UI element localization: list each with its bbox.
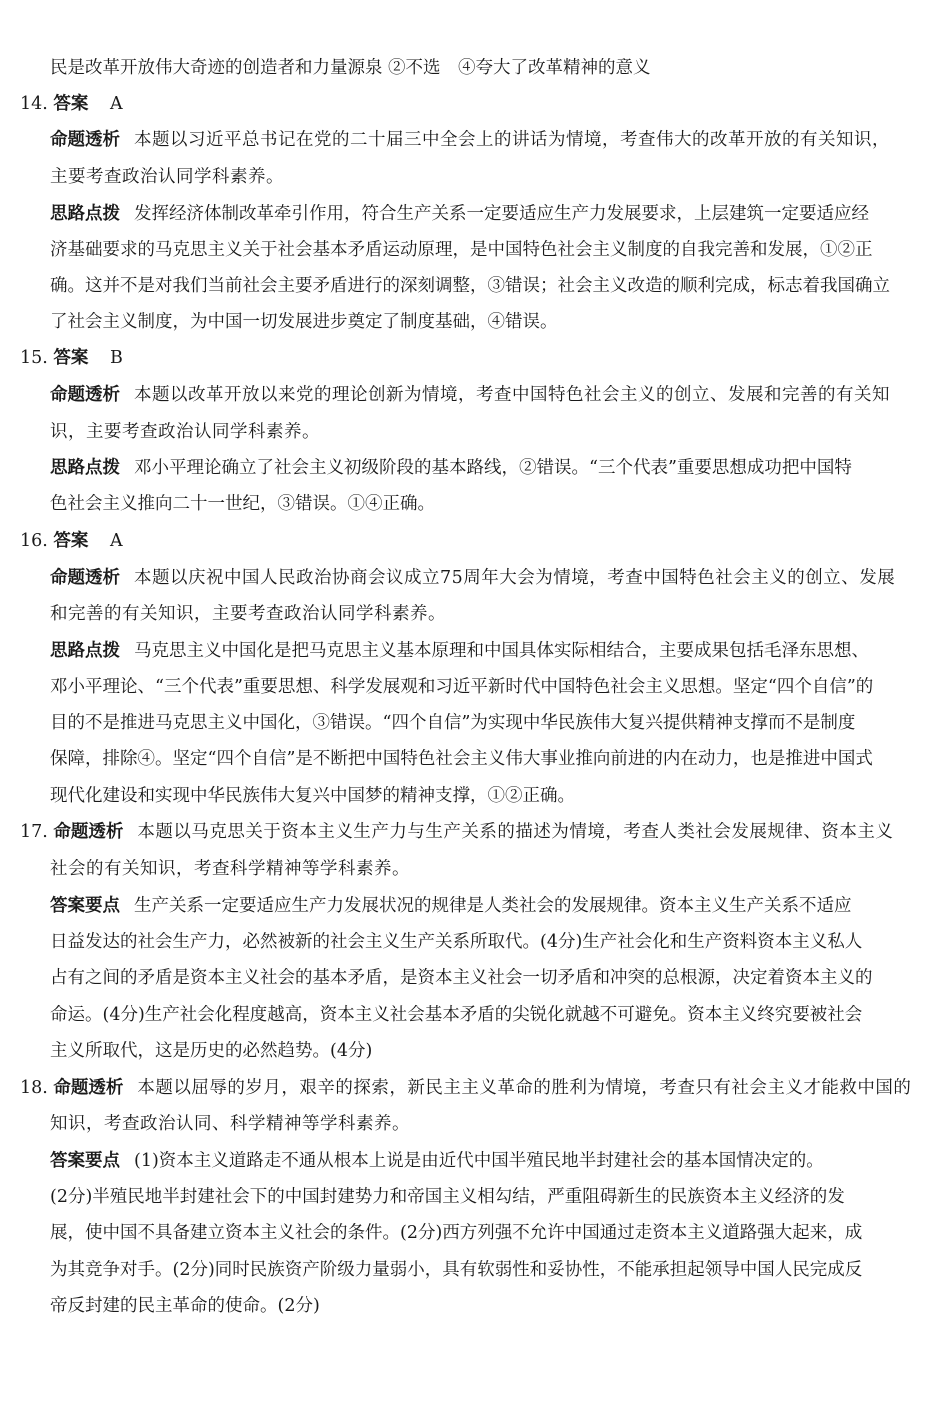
q16-answer-value: A bbox=[110, 531, 123, 551]
q18-points-line-1 bbox=[50, 1149, 930, 1173]
q15-number: 15. bbox=[20, 348, 48, 368]
q15-hint-text-1: 邓小平理论确立了社会主义初级阶段的基本路线，②错误。“三个代表”重要思想成功把中国特 bbox=[134, 458, 852, 478]
q14-number: 14. bbox=[20, 94, 48, 114]
q15-intro-line-1 bbox=[50, 383, 930, 407]
q16-hint-line-2: 邓小平理论、“三个代表”重要思想、科学发展观和习近平新时代中国特色社会主义思想。坚定“四个自信”的 bbox=[50, 677, 874, 697]
q15-intro-line-2: 识，主要考查政治认同学科素养。 bbox=[50, 422, 320, 442]
q16-answer-label: 答案 bbox=[53, 531, 89, 551]
q17-intro-line-1 bbox=[20, 820, 930, 844]
q17-points-line-2: 日益发达的社会生产力，必然被新的社会主义生产关系所取代。(4分)生产社会化和生产资料资本主义私人 bbox=[50, 932, 863, 952]
q18-points-line-4: 为其竞争对手。(2分)同时民族资产阶级力量弱小，具有软弱性和妥协性，不能承担起领导中国人民完成反 bbox=[50, 1260, 863, 1280]
q16-intro-label: 命题透析 bbox=[50, 568, 120, 588]
q16-answer-line bbox=[20, 529, 930, 553]
q16-hint-text-1: 马克思主义中国化是把马克思主义基本原理和中国具体实际相结合，主要成果包括毛泽东思想、 bbox=[134, 641, 869, 661]
q18-intro-line-1 bbox=[20, 1076, 930, 1100]
q14-answer-line bbox=[20, 92, 930, 116]
q18-intro-line-2: 知识，考查政治认同、科学精神等学科素养。 bbox=[50, 1114, 410, 1134]
q16-intro-line-1 bbox=[50, 566, 930, 590]
q16-intro-line-2: 和完善的有关知识，主要考查政治认同学科素养。 bbox=[50, 604, 446, 624]
q14-hint-line-2: 济基础要求的马克思主义关于社会基本矛盾运动原理，是中国特色社会主义制度的自我完善和发展，①②正 bbox=[50, 240, 873, 260]
q15-intro-label: 命题透析 bbox=[50, 385, 120, 405]
q14-hint-line-3: 确。这并不是对我们当前社会主要矛盾进行的深刻调整，③错误；社会主义改造的顺利完成，标志着我国确立 bbox=[50, 276, 890, 296]
q14-intro-line-2: 主要考查政治认同学科素养。 bbox=[50, 167, 284, 187]
q14-hint-line-4: 了社会主义制度，为中国一切发展进步奠定了制度基础，④错误。 bbox=[50, 312, 558, 332]
q18-points-line-5: 帝反封建的民主革命的使命。(2分) bbox=[50, 1296, 320, 1316]
q15-answer-line bbox=[20, 346, 930, 370]
q16-hint-line-3: 目的不是推进马克思主义中国化，③错误。“四个自信”为实现中华民族伟大复兴提供精神支撑而不是制度 bbox=[50, 713, 856, 733]
q17-points-label: 答案要点 bbox=[50, 896, 120, 916]
q16-number: 16. bbox=[20, 531, 48, 551]
q15-hint-line-2: 色社会主义推向二十一世纪，③错误。①④正确。 bbox=[50, 494, 435, 514]
q18-points-text-1: (1)资本主义道路走不通从根本上说是由近代中国半殖民地半封建社会的基本国情决定的。 bbox=[134, 1151, 824, 1171]
q17-points-line-5: 主义所取代，这是历史的必然趋势。(4分) bbox=[50, 1041, 373, 1061]
q17-points-text-1: 生产关系一定要适应生产力发展状况的规律是人类社会的发展规律。资本主义生产关系不适应 bbox=[134, 896, 852, 916]
q14-intro-text-1: 本题以习近平总书记在党的二十届三中全会上的讲话为情境，考查伟大的改革开放的有关知识， bbox=[134, 130, 890, 150]
q18-points-line-2: (2分)半殖民地半封建社会下的中国封建势力和帝国主义相勾结，严重阻碍新生的民族资本主义经济的发 bbox=[50, 1187, 845, 1207]
q18-points-line-3: 展，使中国不具备建立资本主义社会的条件。(2分)西方列强不允许中国通过走资本主义道路强大起来，成 bbox=[50, 1223, 863, 1243]
q15-hint-line-1 bbox=[50, 456, 930, 480]
q17-points-line-1 bbox=[50, 894, 930, 918]
q15-hint-label: 思路点拨 bbox=[50, 458, 120, 478]
top-continuation-line: 民是改革开放伟大奇迹的创造者和力量源泉 ②不选 ④夸大了改革精神的意义 bbox=[50, 58, 651, 78]
q18-points-label: 答案要点 bbox=[50, 1151, 120, 1171]
q17-intro-line-2: 社会的有关知识，考查科学精神等学科素养。 bbox=[50, 859, 410, 879]
q16-hint-line-4: 保障，排除④。坚定“四个自信”是不断把中国特色社会主义伟大事业推向前进的内在动力，也是推进中国式 bbox=[50, 749, 873, 769]
q14-hint-label: 思路点拨 bbox=[50, 204, 120, 224]
q16-hint-line-5: 现代化建设和实现中华民族伟大复兴中国梦的精神支撑，①②正确。 bbox=[50, 786, 575, 806]
q14-intro-line-1 bbox=[50, 128, 930, 152]
q16-intro-text-1: 本题以庆祝中国人民政治协商会议成立75周年大会为情境，考查中国特色社会主义的创立、发展 bbox=[134, 568, 896, 588]
q14-intro-label: 命题透析 bbox=[50, 130, 120, 150]
q16-hint-line-1 bbox=[50, 639, 930, 663]
q18-intro-text-1: 本题以屈辱的岁月，艰辛的探索，新民主主义革命的胜利为情境，考查只有社会主义才能救中国的 bbox=[137, 1078, 912, 1098]
q14-answer-value: A bbox=[110, 94, 123, 114]
q15-answer-value: B bbox=[110, 348, 123, 368]
q18-number: 18. bbox=[20, 1078, 48, 1098]
q17-points-line-3: 占有之间的矛盾是资本主义社会的基本矛盾，是资本主义社会一切矛盾和冲突的总根源，决定着资本主义的 bbox=[50, 968, 873, 988]
q16-hint-label: 思路点拨 bbox=[50, 641, 120, 661]
q17-intro-label: 命题透析 bbox=[53, 822, 124, 842]
q14-answer-label: 答案 bbox=[53, 94, 89, 114]
q17-number: 17. bbox=[20, 822, 48, 842]
q18-intro-label: 命题透析 bbox=[53, 1078, 124, 1098]
q15-answer-label: 答案 bbox=[53, 348, 89, 368]
q17-intro-text-1: 本题以马克思关于资本主义生产力与生产关系的描述为情境，考查人类社会发展规律、资本主义 bbox=[137, 822, 894, 842]
q14-hint-line-1 bbox=[50, 202, 930, 226]
q14-hint-text-1: 发挥经济体制改革牵引作用，符合生产关系一定要适应生产力发展要求，上层建筑一定要适应经 bbox=[134, 204, 869, 224]
q17-points-line-4: 命运。(4分)生产社会化程度越高，资本主义社会基本矛盾的尖锐化就越不可避免。资本主义终究要被社会 bbox=[50, 1005, 863, 1025]
q15-intro-text-1: 本题以改革开放以来党的理论创新为情境，考查中国特色社会主义的创立、发展和完善的有关知 bbox=[134, 385, 890, 405]
